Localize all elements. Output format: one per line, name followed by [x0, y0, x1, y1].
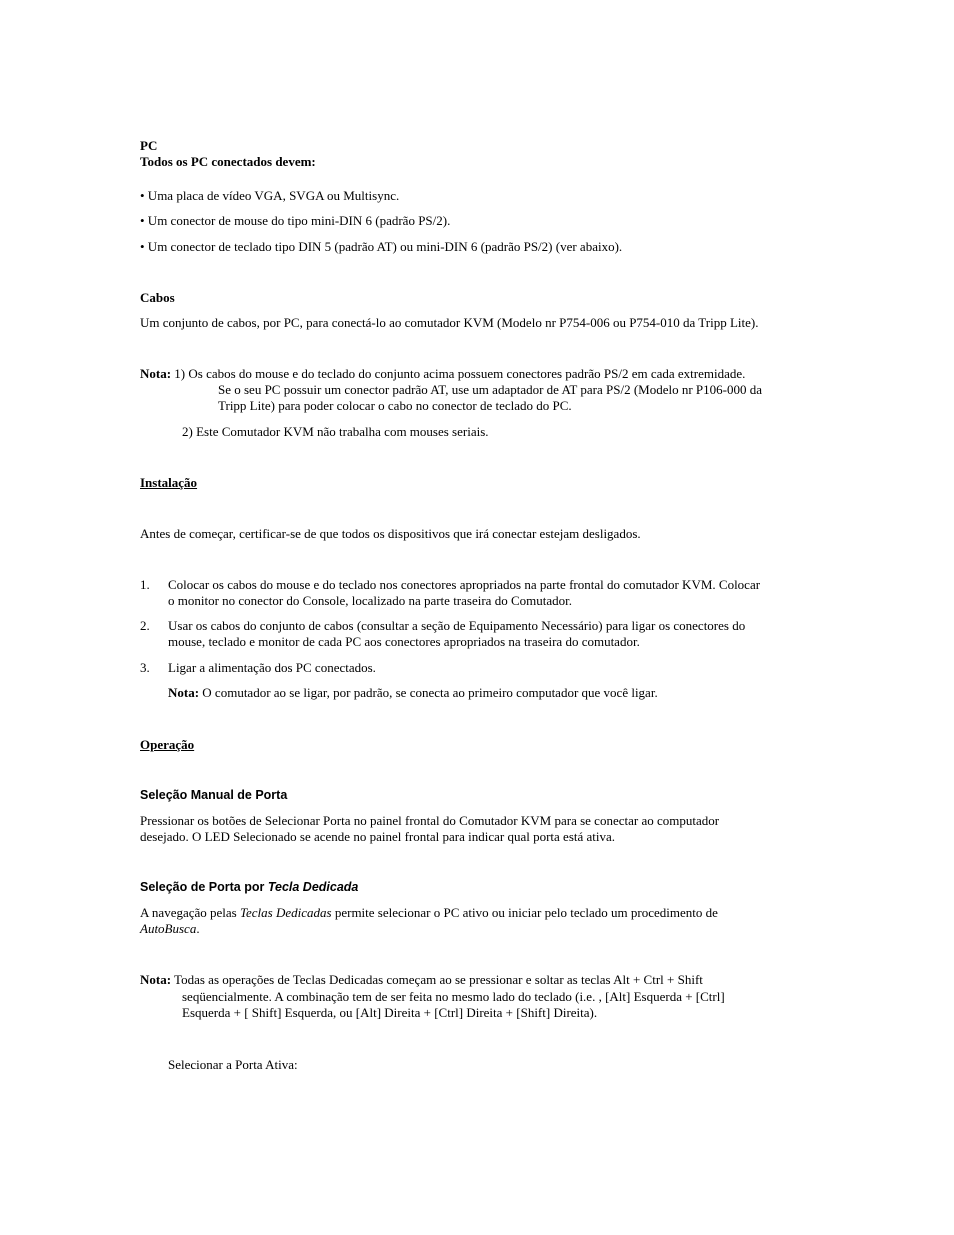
operacao-heading: Operação: [140, 737, 195, 752]
nota2-line1: [140, 971, 703, 988]
hotkey-line1-a: A navegação pelas: [140, 905, 240, 920]
nota2-line3: Esquerda + [ Shift] Esquerda, ou [Alt] Direita + [Ctrl] Direita + [Shift] Direita).: [182, 1005, 598, 1020]
step-3-line1: Ligar a alimentação dos PC conectados.: [168, 660, 376, 675]
nota1-line3: Tripp Lite) para poder colocar o cabo no conector de teclado do PC.: [218, 398, 572, 413]
hotkey-line2: [140, 920, 200, 937]
nota1-line2: Se o seu PC possuir um conector padrão AT, use um adaptador de AT para PS/2 (Modelo nr P106-000 da: [218, 382, 762, 397]
instalacao-note-label: Nota:: [168, 685, 200, 700]
instalacao-note: [168, 684, 658, 701]
instalacao-note-text: O comutador ao se ligar, por padrão, se conecta ao primeiro computador que você ligar.: [199, 685, 658, 700]
selecionar-porta-ativa: Selecionar a Porta Ativa:: [168, 1057, 298, 1072]
step-3-number: 3.: [140, 660, 150, 675]
hotkey-heading: [140, 879, 358, 896]
nota2-text: Todas as operações de Teclas Dedicadas começam ao se pressionar e soltar as teclas Alt + Ctrl + Shift: [171, 972, 703, 987]
step-1-line2: o monitor no conector do Console, localizado na parte traseira do Comutador.: [168, 593, 572, 608]
hotkey-line1-c: permite selecionar o PC ativo ou iniciar pelo teclado um procedimento de: [331, 905, 718, 920]
cabos-heading: Cabos: [140, 290, 175, 305]
hotkey-line2-a: AutoBusca: [140, 921, 197, 936]
instalacao-heading: Instalação: [140, 475, 198, 490]
pc-bullet-3: • Um conector de teclado tipo DIN 5 (padrão AT) ou mini-DIN 6 (padrão PS/2) (ver abaixo).: [140, 239, 623, 254]
step-1-line1: Colocar os cabos do mouse e do teclado nos conectores apropriados na parte frontal do comutador KVM. Colocar: [168, 577, 761, 592]
nota2-label: Nota:: [140, 972, 172, 987]
nota1-line1: [140, 365, 745, 382]
step-2-line2: mouse, teclado e monitor de cada PC aos conectores apropriados na traseira do comutador.: [168, 634, 640, 649]
manual-line1: Pressionar os botões de Selecionar Porta no painel frontal do Comutador KVM para se conectar ao computador: [140, 813, 720, 828]
pc-bullet-1: • Uma placa de vídeo VGA, SVGA ou Multisync.: [140, 188, 400, 203]
nota2-line2: seqüencialmente. A combinação tem de ser feita no mesmo lado do teclado (i.e. , [Alt] Esquerda + [Ctrl]: [182, 989, 725, 1004]
step-2-number: 2.: [140, 618, 150, 633]
hotkey-heading-a: Seleção de Porta por: [140, 880, 268, 894]
instalacao-intro: Antes de começar, certificar-se de que todos os dispositivos que irá conectar estejam desligados.: [140, 526, 641, 541]
pc-heading: PC: [140, 138, 158, 153]
manual-heading: Seleção Manual de Porta: [140, 788, 288, 802]
pc-subheading: Todos os PC conectados devem:: [140, 154, 316, 169]
pc-bullet-2: • Um conector de mouse do tipo mini-DIN 6 (padrão PS/2).: [140, 213, 451, 228]
nota1-label: Nota:: [140, 366, 172, 381]
hotkey-line1: [140, 904, 718, 921]
hotkey-line1-b: Teclas Dedicadas: [239, 905, 332, 920]
nota1-item2: 2) Este Comutador KVM não trabalha com mouses seriais.: [182, 424, 489, 439]
manual-line2: desejado. O LED Selecionado se acende no painel frontal para indicar qual porta está ativa.: [140, 829, 616, 844]
step-1-number: 1.: [140, 577, 150, 592]
step-2-line1: Usar os cabos do conjunto de cabos (consultar a seção de Equipamento Necessário) para ligar os conectores do: [168, 618, 746, 633]
hotkey-line2-b: .: [196, 921, 200, 936]
cabos-text: Um conjunto de cabos, por PC, para conectá-lo ao comutador KVM (Modelo nr P754-006 ou P754-010 da Tripp Lite).: [140, 315, 759, 330]
hotkey-heading-b: Tecla Dedicada: [267, 880, 359, 894]
nota1-first: 1) Os cabos do mouse e do teclado do conjunto acima possuem conectores padrão PS/2 em cada extremidade.: [171, 366, 746, 381]
